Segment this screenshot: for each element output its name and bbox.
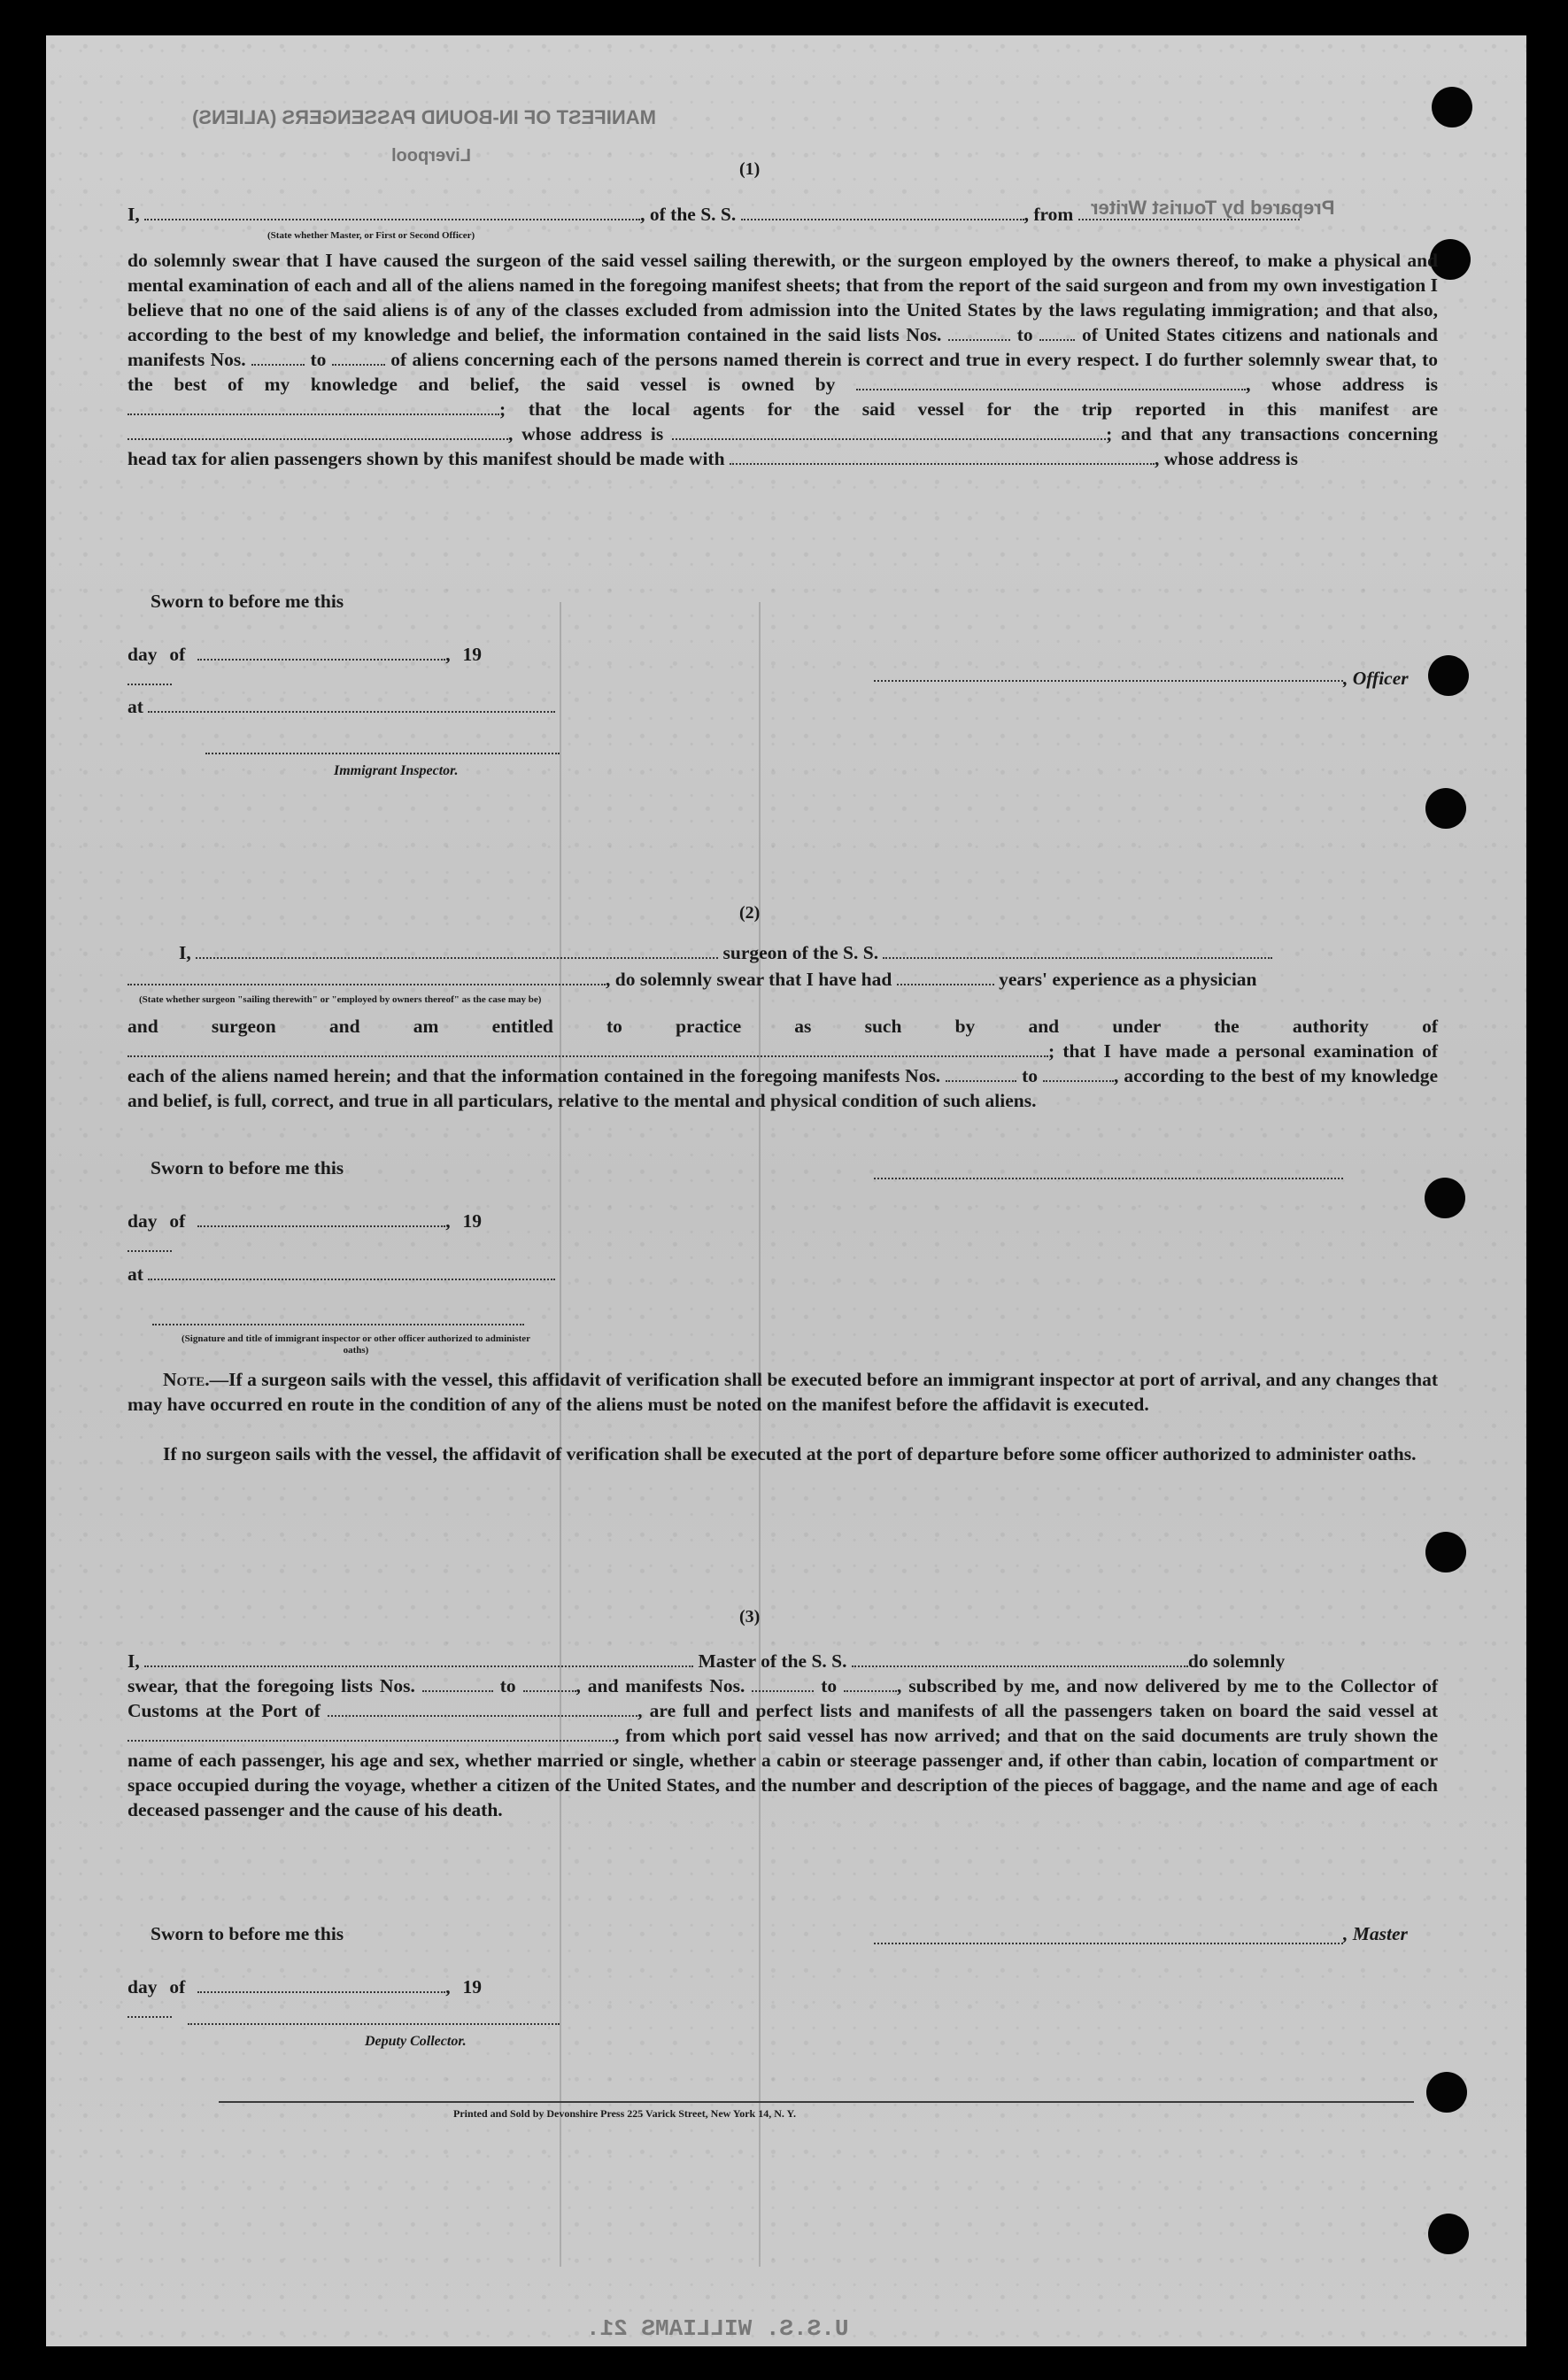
section-1-oath-paragraph: do solemnly swear that I have caused the surgeon of the said vessel sailing therewith, or the surgeon employed by the owners thereof, to make a physical and mental examination of each and all of the aliens named in the foregoing manifest sheets; that from the report of the said surgeon and from my own investigation I believe that no one of the said aliens is of any of the classes excluded from admission into the United States by the laws regulating immigration; and that also, according to the best of my knowledge and belief, the information contained in the said lists Nos. to of United States citizens and nationals and manifests Nos. to of aliens concerning each of the persons named therein is correct and true in every respect. I do further solemnly swear that, to the best of my knowledge and belief, the said vessel is owned by , whose address is ; that the local agents for the said vessel for the trip reported in this manifest are , whose address is ; and that any transactions concerning head tax for alien passengers shown by this manifest should be made with , whose address is bbox=[127, 250, 1439, 469]
section-1-inspector-signature-line bbox=[205, 753, 560, 754]
section-1-number: (1) bbox=[739, 159, 761, 179]
punch-hole bbox=[1425, 788, 1466, 829]
section-2-day-of: day of , 19 bbox=[127, 1209, 482, 1258]
punch-hole bbox=[1428, 655, 1469, 696]
section-2-swear-line: , do solemnly swear that I have had years' experience as a physician bbox=[127, 967, 1438, 992]
bleed-through-stamp: U.S.S. WILLIAMS 21. bbox=[586, 2315, 849, 2342]
header-stamp: MANIFEST OF IN-BOUND PASSENGERS (ALIENS) bbox=[192, 106, 656, 128]
section-1-day-of: day of , 19 bbox=[127, 642, 482, 692]
section-1-officer-label: , Officer bbox=[1343, 668, 1409, 689]
section-3-day-of: day of , 19 bbox=[127, 1974, 482, 2024]
bleed-line bbox=[560, 602, 561, 2267]
section-3-paragraph: swear, that the foregoing lists Nos. to , and manifests Nos. to , subscribed by me, and now delivered by me to the Collector of Customs at the Port of , are full and perfect lists and manifests of all the passengers taken on board the said vessel at , from which port said vessel has now arrived; and that on the said documents are truly shown the name of each passenger, his age and sex, whether married or single, whether a cabin or steerage passenger and, if other than cabin, location of compartment or space occupied during the voyage, whether a citizen of the United States, and the number and description of the pieces of baggage, and the name and age of each deceased passenger and the cause of his death. bbox=[127, 1675, 1439, 1820]
section-2-sworn: Sworn to before me this bbox=[151, 1157, 344, 1178]
section-3-number: (3) bbox=[739, 1607, 761, 1627]
section-1-officer-signature-line bbox=[874, 680, 1343, 682]
section-2-signature-note: (Signature and title of immigrant inspector or other officer authorized to administer oaths) bbox=[181, 1333, 531, 1356]
punch-hole bbox=[1428, 2214, 1469, 2254]
section-1-inspector-label: Immigrant Inspector. bbox=[334, 763, 459, 778]
section-3-master-signature-line bbox=[874, 1943, 1343, 1944]
section-2-inspector-signature-line bbox=[152, 1324, 524, 1325]
section-3-master-label: , Master bbox=[1343, 1923, 1408, 1944]
section-3-intro-line: I, Master of the S. S. do solemnly bbox=[127, 1650, 1286, 1672]
section-1-officer-note: (State whether Master, or First or Second Officer) bbox=[267, 230, 475, 241]
footer-rule bbox=[219, 2101, 1414, 2103]
printer-imprint: Printed and Sold by Devonshire Press 225 Varick Street, New York 14, N. Y. bbox=[453, 2107, 797, 2120]
section-1-at: at bbox=[127, 694, 588, 719]
section-1-sworn: Sworn to before me this bbox=[151, 591, 344, 612]
bleed-line bbox=[759, 602, 761, 2267]
punch-hole bbox=[1425, 1532, 1466, 1572]
header-stamp-port: Liverpool bbox=[391, 146, 472, 166]
section-2-note: Note.—If a surgeon sails with the vessel, this affidavit of verification shall be executed before an immigrant inspector at port of arrival, and any changes that may have occurred en route in the condition of any of the aliens must be noted on the manifest before the affidavit is executed. bbox=[127, 1369, 1438, 1415]
section-2-paragraph: and surgeon and am entitled to practice as such by and under the authority of ; that I have made a personal examination of each of the aliens named herein; and that the information contained in the foregoing manifests Nos. to , according to the best of my knowledge and belief, is full, correct, and true in all particulars, relative to the mental and physical condition of such aliens. bbox=[127, 1016, 1439, 1111]
punch-hole bbox=[1426, 2072, 1467, 2113]
section-2-surgeon-signature-line bbox=[874, 1178, 1343, 1179]
punch-hole bbox=[1425, 1178, 1465, 1218]
section-3-collector-label: Deputy Collector. bbox=[365, 2034, 467, 2049]
section-2-at: at bbox=[127, 1262, 588, 1287]
section-1-intro-line: I, , of the S. S. , from bbox=[127, 202, 1438, 227]
section-2-surgeon-note: (State whether surgeon "sailing therewith" or "employed by owners thereof" as the case may be) bbox=[139, 994, 542, 1005]
section-2-intro-line: I, surgeon of the S. S. bbox=[179, 940, 1436, 965]
section-2-note-2: If no surgeon sails with the vessel, the affidavit of verification shall be executed at the port of departure before some officer authorized to administer oaths. bbox=[163, 1443, 1417, 1464]
punch-hole bbox=[1432, 87, 1472, 128]
section-3-collector-signature-line bbox=[188, 2023, 560, 2025]
section-3-sworn: Sworn to before me this bbox=[151, 1923, 344, 1944]
header-stamp-prepared: Prepared by Tourist Writer bbox=[1091, 197, 1335, 219]
section-2-number: (2) bbox=[739, 903, 761, 923]
manifest-page bbox=[46, 35, 1526, 2346]
